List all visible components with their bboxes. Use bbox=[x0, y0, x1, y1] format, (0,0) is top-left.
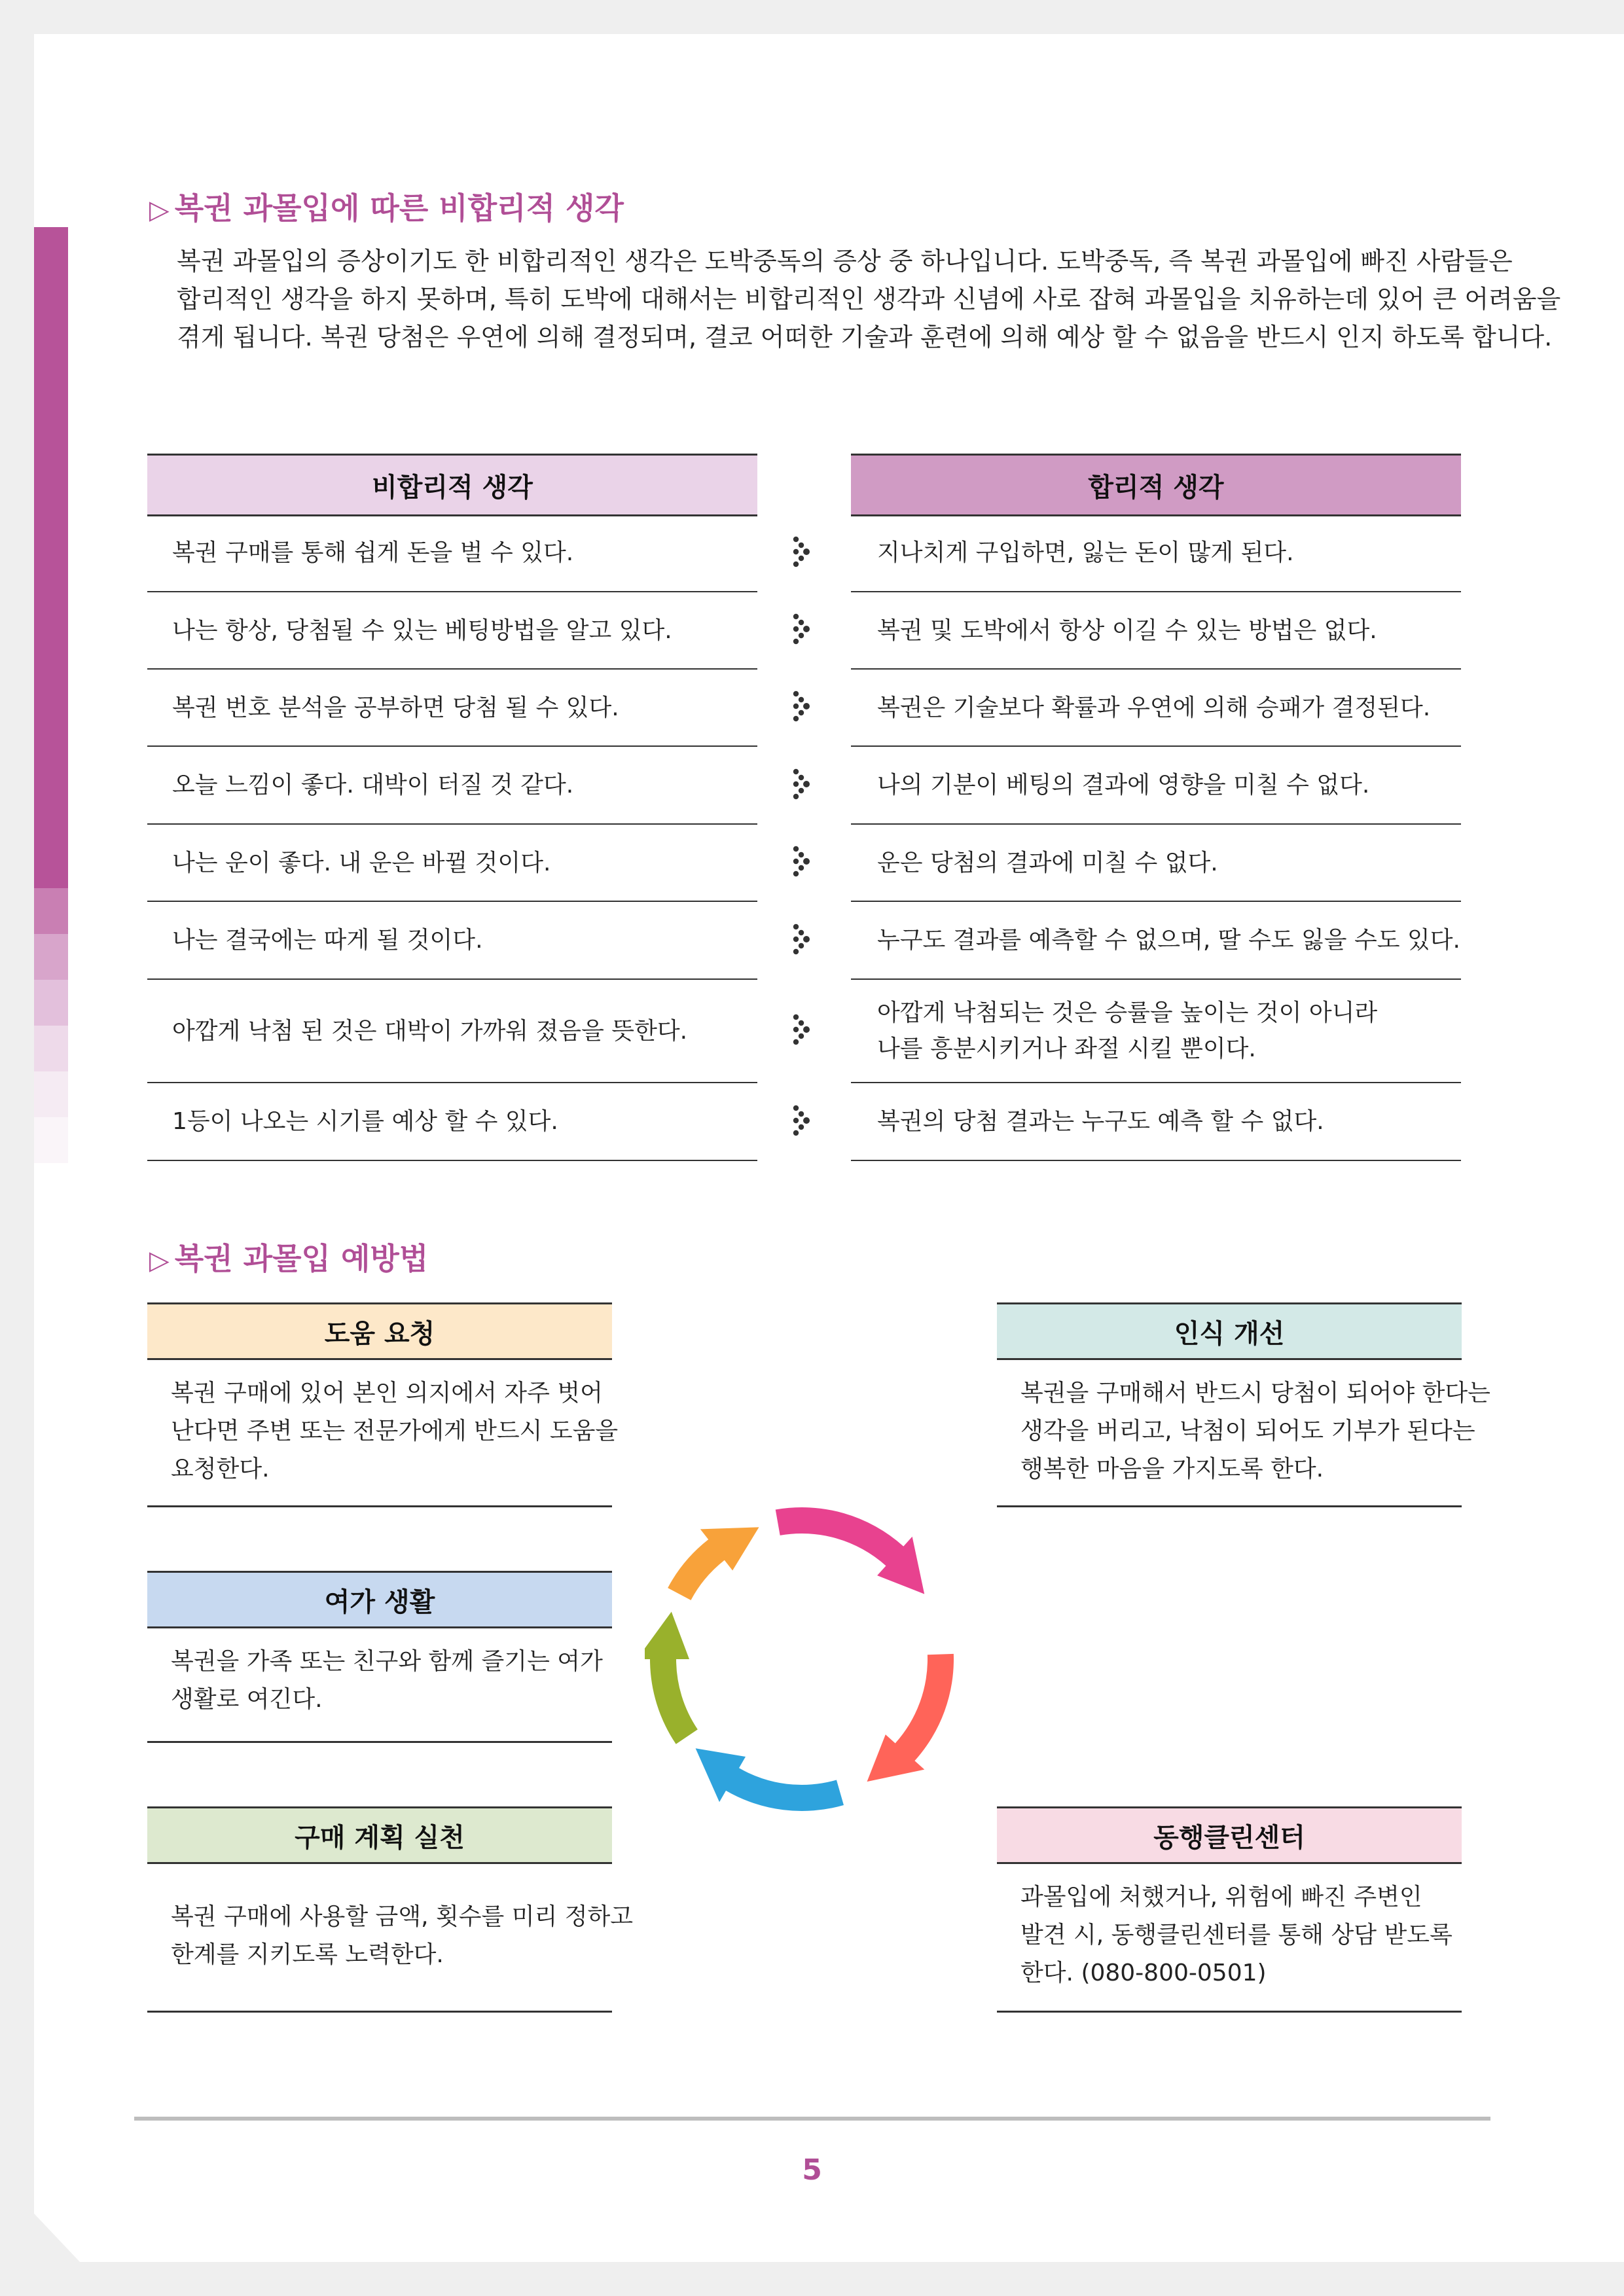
green-arrow-icon bbox=[645, 1611, 698, 1744]
rational-text: 복권 및 도박에서 항상 이길 수 있는 방법은 없다. bbox=[877, 617, 1377, 644]
dotted-arrow-icon bbox=[791, 1013, 817, 1046]
irrational-cell bbox=[147, 514, 757, 592]
plan-box-title: 구매 계획 실천 bbox=[147, 1806, 612, 1864]
orange-arrow-icon bbox=[668, 1527, 759, 1600]
blue-arrow-icon bbox=[696, 1748, 844, 1811]
irrational-cell bbox=[147, 902, 757, 980]
dotted-arrow-icon bbox=[791, 923, 817, 956]
awareness-box-body: 복권을 구매해서 반드시 당첨이 되어야 한다는 생각을 버리고, 낙첨이 되어도 기부가 된다는 행복한 마음을 가지도록 한다. bbox=[997, 1360, 1462, 1507]
irrational-cell bbox=[147, 825, 757, 902]
dotted-arrow-icon bbox=[791, 535, 817, 568]
rational-text: 복권의 당첨 결과는 누구도 예측 할 수 없다. bbox=[877, 1108, 1324, 1135]
plan-box-body: 복권 구매에 사용할 금액, 횟수를 미리 정하고 한계를 지키도록 노력한다. bbox=[147, 1864, 612, 2013]
rational-text: 지나치게 구입하면, 잃는 돈이 많게 된다. bbox=[877, 539, 1294, 566]
dotted-arrow-icon bbox=[791, 1104, 817, 1137]
irrational-text: 나는 운이 좋다. 내 운은 바뀔 것이다. bbox=[172, 849, 551, 876]
triangle-marker-icon: ▷ bbox=[149, 1246, 170, 1276]
dotted-arrow-icon bbox=[791, 845, 817, 878]
rational-cell bbox=[851, 825, 1461, 902]
leisure-box-body: 복권을 가족 또는 친구와 함께 즐기는 여가 생활로 여긴다. bbox=[147, 1628, 612, 1743]
irrational-text: 오늘 느낌이 좋다. 대박이 터질 것 같다. bbox=[172, 772, 574, 798]
intro-paragraph: 복권 과몰입의 증상이기도 한 비합리적인 생각은 도박중독의 증상 중 하나입니다. 도박중독, 즉 복권 과몰입에 빠진 사람들은 합리적인 생각을 하지 못하며, 특히 도박에 대해서는 비합리적인 생각과 신념에 사로 잡혀 과몰입을 치유하는데 있어 큰 어려움을 겪게 됩니다. 복권 당첨은 우연에 의해 결정되며, 결코 어떠한 기술과 훈련에 의해 예상 할 수 없음을 반드시 인지 하도록 합니다. bbox=[177, 247, 1561, 351]
footer-divider bbox=[134, 2117, 1490, 2121]
section-title-prevention: ▷ 복권 과몰입 예방법 bbox=[149, 1241, 429, 1276]
rational-cell bbox=[851, 1083, 1461, 1161]
rational-cell bbox=[851, 670, 1461, 747]
irrational-cell bbox=[147, 747, 757, 825]
rational-cell bbox=[851, 902, 1461, 980]
cycle-arrows-diagram bbox=[645, 1499, 959, 1820]
rational-text: 나의 기분이 베팅의 결과에 영향을 미칠 수 없다. bbox=[877, 772, 1370, 798]
irrational-text: 1등이 나오는 시기를 예상 할 수 있다. bbox=[172, 1108, 558, 1135]
side-color-bar bbox=[34, 227, 68, 1166]
rational-cell bbox=[851, 747, 1461, 825]
irrational-cell bbox=[147, 980, 757, 1083]
rational-text: 복권은 기술보다 확률과 우연에 의해 승패가 결정된다. bbox=[877, 694, 1431, 721]
rational-text: 운은 당첨의 결과에 미칠 수 없다. bbox=[877, 849, 1218, 876]
rational-text-line2: 나를 흥분시키거나 좌절 시킬 뿐이다. bbox=[877, 1035, 1256, 1062]
pink-arrow-icon bbox=[776, 1507, 924, 1594]
irrational-header: 비합리적 생각 bbox=[147, 454, 757, 516]
section-title-irrational: ▷ 복권 과몰입에 따른 비합리적 생각 bbox=[149, 190, 624, 226]
irrational-text: 나는 결국에는 따게 될 것이다. bbox=[172, 927, 483, 954]
irrational-text: 나는 항상, 당첨될 수 있는 베팅방법을 알고 있다. bbox=[172, 617, 672, 644]
irrational-text: 복권 번호 분석을 공부하면 당첨 될 수 있다. bbox=[172, 694, 619, 721]
rational-header: 합리적 생각 bbox=[851, 454, 1461, 516]
dotted-arrow-icon bbox=[791, 613, 817, 645]
rational-cell bbox=[851, 980, 1461, 1083]
irrational-cell bbox=[147, 592, 757, 670]
rational-text: 아깝게 낙첨되는 것은 승률을 높이는 것이 아니라 bbox=[877, 999, 1378, 1026]
irrational-text: 아깝게 낙첨 된 것은 대박이 가까워 졌음을 뜻한다. bbox=[172, 1017, 688, 1045]
page-number: 5 bbox=[802, 2153, 822, 2187]
irrational-text: 복권 구매를 통해 쉽게 돈을 벌 수 있다. bbox=[172, 539, 574, 566]
rational-cell bbox=[851, 514, 1461, 592]
red-arrow-icon bbox=[867, 1654, 954, 1782]
awareness-box-title: 인식 개선 bbox=[997, 1302, 1462, 1360]
triangle-marker-icon: ▷ bbox=[149, 195, 170, 225]
help-box-body: 복권 구매에 있어 본인 의지에서 자주 벗어 난다면 주변 또는 전문가에게 반드시 도움을 요청한다. bbox=[147, 1360, 612, 1507]
help-box-title: 도움 요청 bbox=[147, 1302, 612, 1360]
dotted-arrow-icon bbox=[791, 768, 817, 800]
rational-cell bbox=[851, 592, 1461, 670]
irrational-cell bbox=[147, 1083, 757, 1161]
center-box-body: 과몰입에 처했거나, 위험에 빠진 주변인 발견 시, 동행클린센터를 통해 상담 받도록 한다. (080-800-0501) bbox=[997, 1864, 1462, 2013]
leisure-box-title: 여가 생활 bbox=[147, 1571, 612, 1628]
dotted-arrow-icon bbox=[791, 690, 817, 723]
irrational-cell bbox=[147, 670, 757, 747]
center-box-title: 동행클린센터 bbox=[997, 1806, 1462, 1864]
rational-text: 누구도 결과를 예측할 수 없으며, 딸 수도 잃을 수도 있다. bbox=[877, 927, 1460, 954]
